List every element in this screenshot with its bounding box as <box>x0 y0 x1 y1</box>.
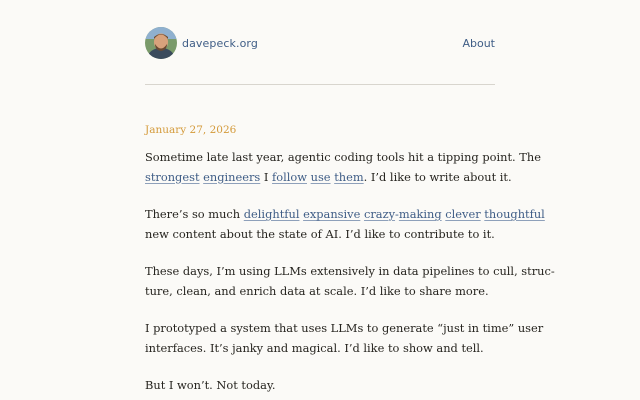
avatar[interactable] <box>145 27 177 59</box>
link-crazy[interactable]: crazy <box>363 207 396 221</box>
paragraph-1 <box>145 148 541 187</box>
paragraph-4-line-2: interfaces. It’s janky and magical. I’d like to show and tell. <box>145 340 484 355</box>
paragraph-2-lead: There’s so much <box>145 207 241 221</box>
link-delightful[interactable]: delightful <box>243 207 300 221</box>
link-follow[interactable]: follow <box>272 169 307 184</box>
paragraph-3 <box>145 262 555 301</box>
paragraph-4 <box>145 319 544 358</box>
site-header <box>145 27 495 61</box>
link-them[interactable]: them <box>334 169 364 184</box>
about-link[interactable]: About <box>462 37 495 50</box>
paragraph-5 <box>145 376 495 396</box>
link-making[interactable]: making <box>398 207 442 221</box>
paragraph-3-line-2: ture, clean, and enrich data at scale. I’d like to share more. <box>145 283 489 298</box>
site-name-link[interactable]: davepeck.org <box>182 37 258 50</box>
link-engineers[interactable]: engineers <box>203 169 261 184</box>
paragraph-2-line-2: new content about the state of AI. I’d like to contribute to it. <box>145 226 495 241</box>
link-thoughtful[interactable]: thoughtful <box>484 207 545 221</box>
link-expansive[interactable]: expansive <box>303 207 361 221</box>
post-date: January 27, 2026 <box>145 124 237 136</box>
link-strongest[interactable]: strongest <box>145 169 200 184</box>
paragraph-2-line-1 <box>145 205 545 225</box>
header-divider <box>145 84 495 85</box>
paragraph-1-tail: . I’d like to write about it. <box>363 169 512 184</box>
paragraph-1-line-2 <box>145 168 512 188</box>
paragraph-1-i: I <box>263 169 269 184</box>
paragraph-1-line-1: Sometime late last year, agentic coding tools hit a tipping point. The <box>145 150 541 164</box>
paragraph-4-line-1: I prototyped a system that uses LLMs to generate “just in time” user <box>145 321 544 335</box>
link-hyphen: - <box>395 207 399 221</box>
paragraph-5-line-1: But I won’t. Not today. <box>145 378 276 392</box>
avatar-photo <box>145 27 177 59</box>
post-body <box>145 148 555 400</box>
paragraph-2 <box>145 205 545 244</box>
paragraph-3-line-1: These days, I’m using LLMs extensively in data pipelines to cull, struc- <box>145 264 555 278</box>
link-use[interactable]: use <box>310 169 331 184</box>
link-clever[interactable]: clever <box>445 207 481 221</box>
